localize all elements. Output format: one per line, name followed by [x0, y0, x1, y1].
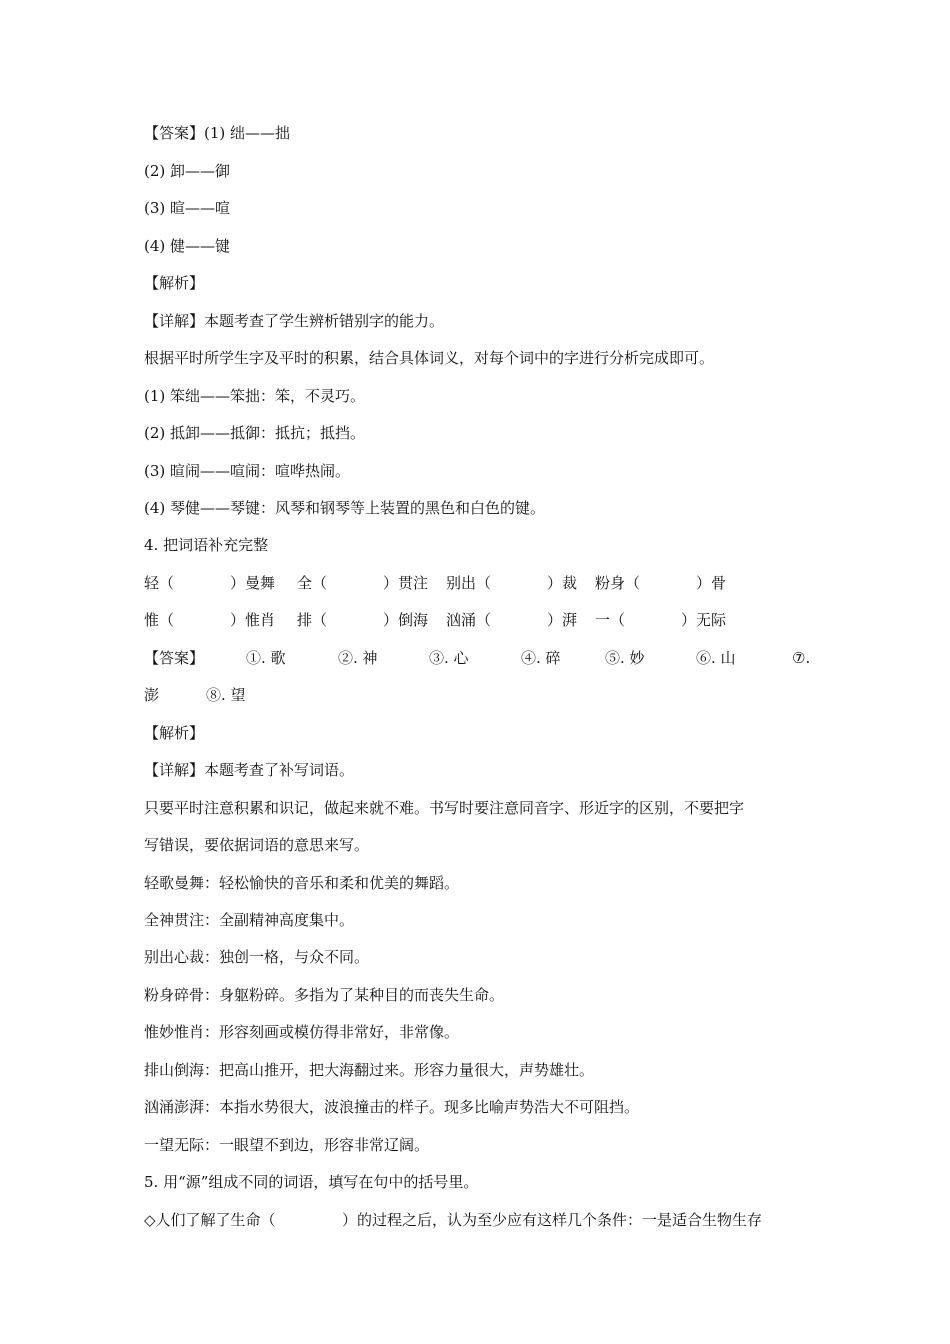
q4-answer-7-char: 澎 [144, 686, 160, 704]
q4-definition-3: 别出心裁：独创一格，与众不同。 [144, 948, 370, 966]
q4-definition-2: 全神贯注：全副精神高度集中。 [144, 911, 355, 929]
q3-answer-line-4: (4) 健——键 [144, 237, 231, 255]
q4-detail-line: 【详解】本题考查了补写词语。 [144, 761, 355, 779]
q4-answer-line-1 [144, 647, 820, 669]
q3-analysis-item-1: (1) 笨绌——笨拙：笨，不灵巧。 [144, 387, 366, 405]
q4-answer-3: ③. 心 [429, 649, 469, 667]
q4-row-2-part-3: 排（ [297, 611, 328, 629]
q4-answer-4: ④. 碎 [521, 649, 561, 667]
q5-sentence-part-1: ◇人们了解了生命（ [144, 1211, 276, 1229]
q4-row-1-part-4: ）贯注 [383, 574, 429, 592]
q4-definition-5: 惟妙惟肖：形容刻画或模仿得非常好，非常像。 [144, 1023, 460, 1041]
q4-paragraph-line-2: 写错误，要依据词语的意思来写。 [144, 836, 370, 854]
q5-sentence [144, 1209, 820, 1231]
q4-title: 4. 把词语补充完整 [144, 536, 269, 554]
q4-row-2 [144, 609, 820, 631]
q3-answer-line-3: (3) 暄——喧 [144, 199, 231, 217]
q4-row-2-part-7: 一（ [595, 611, 626, 629]
q4-row-1 [144, 572, 820, 594]
q4-row-2-part-8: ）无际 [681, 611, 727, 629]
q4-definition-8: 一望无际：一眼望不到边，形容非常辽阔。 [144, 1136, 430, 1154]
q4-row-2-part-1: 惟（ [144, 611, 175, 629]
q5-title: 5. 用“源”组成不同的词语，填写在句中的括号里。 [144, 1173, 479, 1191]
q4-answer-label: 【答案】 [144, 649, 205, 667]
q4-answer-5: ⑤. 妙 [605, 649, 645, 667]
q4-row-1-part-5: 别出（ [446, 574, 492, 592]
q4-row-1-part-6: ）裁 [547, 574, 578, 592]
q4-row-2-part-2: ）惟肖 [230, 611, 276, 629]
q4-answer-7: ⑦. [792, 649, 811, 667]
q5-sentence-part-2: ）的过程之后，认为至少应有这样几个条件：一是适合生物生存 [342, 1211, 763, 1229]
q4-row-2-part-4: ）倒海 [383, 611, 429, 629]
q4-row-1-part-7: 粉身（ [595, 574, 641, 592]
q4-row-2-part-6: ）湃 [547, 611, 578, 629]
q4-answer-2: ②. 神 [338, 649, 378, 667]
q4-analysis-heading: 【解析】 [144, 724, 205, 742]
q4-row-1-part-2: ）曼舞 [230, 574, 276, 592]
q3-analysis-item-3: (3) 暄闹——喧闹：喧哗热闹。 [144, 462, 351, 480]
q3-analysis-item-4: (4) 琴健——琴键：风琴和钢琴等上装置的黑色和白色的键。 [144, 499, 546, 517]
q4-row-1-part-1: 轻（ [144, 574, 175, 592]
q4-row-1-part-8: ）骨 [696, 574, 727, 592]
q4-row-2-part-5: 汹涌（ [446, 611, 492, 629]
q4-answer-6: ⑥. 山 [696, 649, 736, 667]
q4-definition-6: 排山倒海：把高山推开，把大海翻过来。形容力量很大，声势雄壮。 [144, 1061, 595, 1079]
q3-answer-line-1: 【答案】(1) 绌——拙 [144, 124, 291, 142]
q3-method-line: 根据平时所学生字及平时的积累，结合具体词义，对每个词中的字进行分析完成即可。 [144, 349, 715, 367]
q4-answer-1: ①. 歌 [246, 649, 286, 667]
q3-answer-line-2: (2) 卸——御 [144, 162, 231, 180]
q4-definition-7: 汹涌澎湃：本指水势很大，波浪撞击的样子。现多比喻声势浩大不可阻挡。 [144, 1098, 640, 1116]
q3-detail-line: 【详解】本题考查了学生辨析错别字的能力。 [144, 312, 445, 330]
q4-definition-4: 粉身碎骨：身躯粉碎。多指为了某种目的而丧失生命。 [144, 986, 505, 1004]
q4-answer-line-2 [144, 684, 820, 706]
q3-analysis-heading: 【解析】 [144, 274, 205, 292]
q3-analysis-item-2: (2) 抵卸——抵御：抵抗；抵挡。 [144, 424, 366, 442]
q4-paragraph-line-1: 只要平时注意积累和识记，做起来就不难。书写时要注意同音字、形近字的区别，不要把字 [144, 799, 745, 817]
q4-row-1-part-3: 全（ [297, 574, 328, 592]
q4-definition-1: 轻歌曼舞：轻松愉快的音乐和柔和优美的舞蹈。 [144, 874, 460, 892]
q4-answer-8: ⑧. 望 [206, 686, 246, 704]
